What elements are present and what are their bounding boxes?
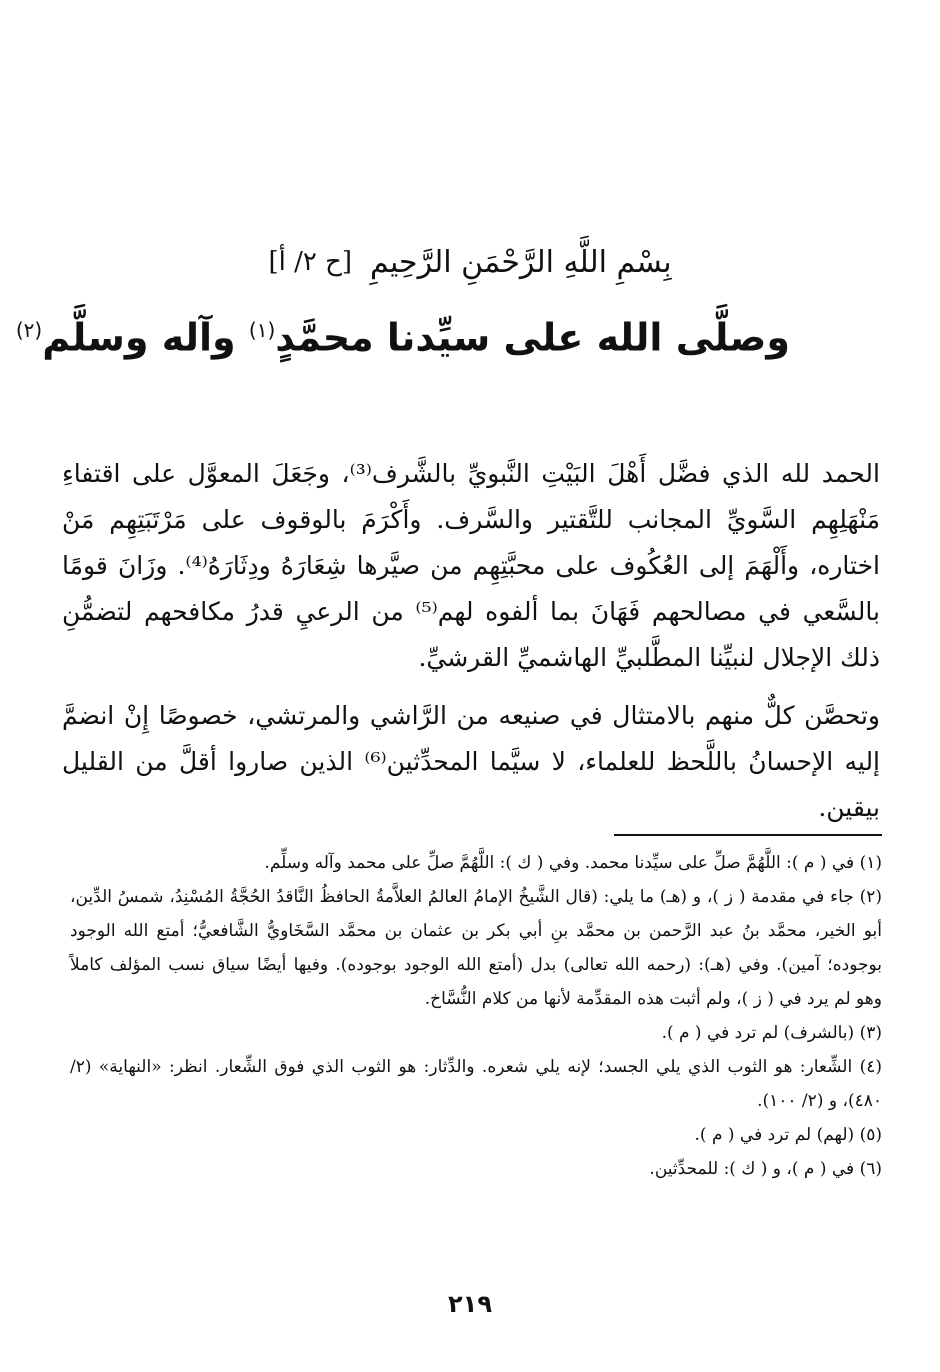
footnote-6: (٦) في ( م )، و ( ك ): للمحدِّثين. bbox=[649, 1159, 882, 1179]
footnote-2: (٢) جاء في مقدمة ( ز )، و (هـ) ما يلي: (قال الشَّيخُ الإمامُ العالمُ العلاَّمةُ الحافظُ النَّاقدُ الحُجَّةُ المُسْنِدُ، شمسُ الدِّين، أبو الخير، محمَّد بنُ عبد الرَّحمن بن محمَّد بنِ أبي بكر بن عثمان بن محمَّد السَّخَاويُّ الشَّافعيُّ؛ أمتع الله الوجود بوجوده؛ آمين). وفي (هـ): (رحمه الله تعالى) بدل (أمتع الله الوجود بوجوده). وفيها أيضًا سياق نسب المؤلف كاملاً وهو لم يرد في ( ز )، ولم أثبت هذه المقدِّمة لأنها من كلام النُّسَّاخ. bbox=[70, 887, 882, 1009]
body-paragraph-2: وتحصَّن كلٌّ منهم بالامتثال في صنيعه من الرَّاشي والمرتشي، خصوصًا إِنْ انضمَّ إليه الإحسانُ باللَّحظ للعلماء، لا سيَّما المحدِّثين⁽⁶⁾ الذين صاروا أقلَّ من القليل بيقين. bbox=[62, 701, 881, 822]
footnote-3: (٣) (بالشرف) لم ترد في ( م ). bbox=[661, 1023, 882, 1043]
footnote-divider bbox=[614, 834, 882, 836]
manuscript-reference: [ح ٢/ أ] bbox=[268, 247, 353, 277]
page-number: ٢١٩ bbox=[448, 1290, 492, 1318]
footnote-5: (٥) (لهم) لم ترد في ( م ). bbox=[694, 1125, 882, 1145]
title-part-2: وآله وسلَّم bbox=[42, 315, 236, 360]
footnote-1: (١) في ( م ): اللَّهُمَّ صلِّ على سيِّدنا محمد. وفي ( ك ): اللَّهُمَّ صلِّ على محمد وآله وسلِّم. bbox=[264, 853, 882, 873]
page-title bbox=[15, 300, 790, 368]
header-line bbox=[250, 238, 690, 286]
body-paragraph-1: الحمد لله الذي فضَّل أَهْلَ البَيْتِ النَّبويِّ بالشَّرف⁽³⁾، وجَعَلَ المعوَّل على اقتفاءِ مَنْهَلِهِم السَّويِّ المجانب للتَّقتير والسَّرف. وأَكْرَمَ بالوقوف على مَرْتَبَتِهِم مَنْ اختاره، وأَلْهَمَ إلى العُكُوف على محبَّتِهِم من صيَّرها شِعَارَهُ ودِثَارَهُ⁽⁴⁾. وزَانَ قومًا بالسَّعي في مصالحهم فَهَانَ بما ألفوه لهم⁽⁵⁾ من الرعيِ قدرُ مكافحهم لتضمُّنِ ذلك الإجلال لنبيِّنا المطَّلبيِّ الهاشميِّ القرشيِّ. bbox=[62, 459, 880, 672]
footnotes bbox=[70, 846, 882, 1186]
title-footnote-ref-1: (١) bbox=[248, 318, 276, 342]
footnote-4: (٤) الشِّعار: هو الثوب الذي يلي الجسد؛ لإنه يلي شعره. والدِّثار: هو الثوب الذي فوق الشِّعار. انظر: «النهاية» (٢/ ٤٨٠)، و (٢/ ١٠٠). bbox=[70, 1057, 882, 1111]
title-footnote-ref-2: (٢) bbox=[15, 318, 43, 342]
basmala: بِسْمِ اللَّهِ الرَّحْمَنِ الرَّحِيمِ bbox=[370, 244, 672, 280]
title-part-1: وصلَّى الله على سيِّدنا محمَّدٍ bbox=[275, 315, 790, 360]
